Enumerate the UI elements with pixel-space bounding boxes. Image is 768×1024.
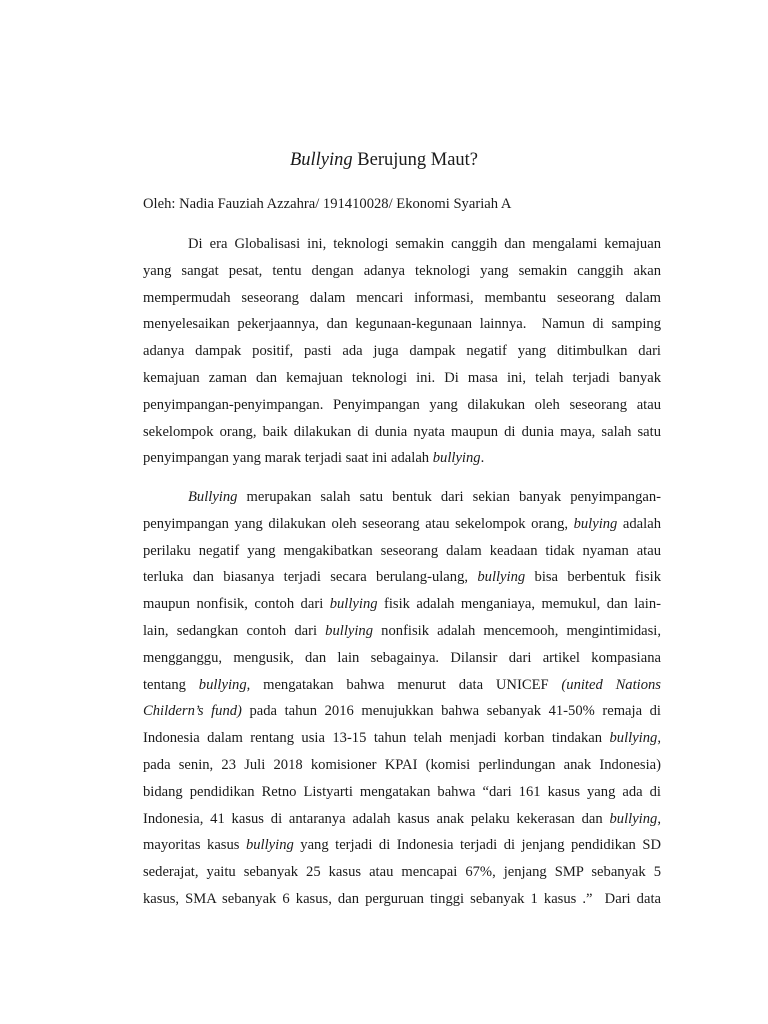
- document-title: [0, 147, 768, 173]
- text-line: [143, 591, 661, 618]
- paragraph-2: [143, 484, 661, 913]
- italic-text: bullying: [477, 569, 526, 586]
- title-rest: Berujung Maut?: [352, 150, 479, 170]
- italic-text: bullying: [245, 837, 294, 854]
- text-run: penyimpangan yang marak terjadi saat ini adalah: [143, 450, 433, 467]
- text-run: bidang pendidikan Retno Listyarti mengatakan bahwa “dari 161 kasus yang ada di: [143, 783, 661, 800]
- text-run: sekelompok orang, baik dilakukan di dunia nyata maupun di dunia maya, salah satu: [143, 423, 661, 440]
- text-run: .: [480, 450, 485, 467]
- text-line: [143, 806, 661, 833]
- text-line: [143, 698, 661, 725]
- text-line: [143, 752, 661, 779]
- text-run: lain, sedangkan contoh dari: [143, 622, 326, 639]
- italic-text: bullying: [609, 810, 658, 827]
- author-byline: Oleh: Nadia Fauziah Azzahra/ 191410028/ Ekonomi Syariah A: [143, 196, 512, 212]
- italic-text: bullying: [325, 622, 374, 639]
- italic-text: bullying: [329, 596, 378, 613]
- text-run: bisa berbentuk fisik: [525, 569, 661, 586]
- text-line: [143, 338, 661, 365]
- text-run: kasus, SMA sebanyak 6 kasus, dan perguruan tinggi sebanyak 1 kasus .” Dari data: [143, 890, 661, 907]
- text-run: adanya dampak positif, pasti ada juga dampak negatif yang ditimbulkan dari: [143, 343, 661, 360]
- text-line: [143, 285, 661, 312]
- text-run: terluka dan biasanya terjadi secara berulang-ulang,: [143, 569, 478, 586]
- text-line: [143, 779, 661, 806]
- text-run: merupakan salah satu bentuk dari sekian banyak penyimpangan-: [237, 489, 661, 505]
- text-run: ,: [657, 810, 661, 827]
- text-line: [143, 859, 661, 886]
- italic-text: bullying: [432, 450, 481, 467]
- text-run: mengganggu, mengusik, dan lain sebagainya. Dilansir dari artikel kompasiana: [143, 649, 661, 666]
- text-line: [143, 258, 661, 285]
- text-run: pada tahun 2016 menujukkan bahwa sebanyak 41-50% remaja di: [241, 703, 661, 720]
- text-run: Indonesia, 41 kasus di antaranya adalah kasus anak pelaku kekerasan dan: [143, 810, 610, 827]
- italic-text: bullying: [609, 730, 658, 747]
- text-line: [143, 725, 661, 752]
- text-run: menyelesaikan pekerjaannya, dan kegunaan-kegunaan lainnya. Namun di samping: [143, 316, 661, 333]
- text-run: fisik adalah menganiaya, memukul, dan lain-: [377, 596, 661, 613]
- text-run: mayoritas kasus: [143, 837, 246, 854]
- text-line: [143, 365, 661, 392]
- text-run: Di era Globalisasi ini, teknologi semakin canggih dan mengalami kemajuan: [188, 236, 661, 252]
- text-run: tentang: [143, 676, 199, 693]
- text-line: [143, 618, 661, 645]
- text-line: [143, 511, 661, 538]
- text-run: yang terjadi di Indonesia terjadi di jenjang pendidikan SD: [293, 837, 661, 854]
- paragraph-1: [143, 231, 661, 472]
- text-run: sederajat, yaitu sebanyak 25 kasus atau mencapai 67%, jenjang SMP sebanyak 5: [143, 864, 661, 881]
- text-run: kemajuan zaman dan kemajuan teknologi ini. Di masa ini, telah terjadi banyak: [143, 369, 661, 386]
- italic-text: (united Nations: [561, 676, 661, 693]
- text-run: nonfisik adalah mencemooh, mengintimidasi,: [373, 622, 661, 639]
- text-run: pada senin, 23 Juli 2018 komisioner KPAI (komisi perlindungan anak Indonesia): [143, 756, 661, 773]
- text-run: Indonesia dalam rentang usia 13-15 tahun telah menjadi korban tindakan: [143, 730, 610, 747]
- text-line: [143, 311, 661, 338]
- text-line: [143, 392, 661, 419]
- text-line: [143, 672, 661, 699]
- text-run: yang sangat pesat, tentu dengan adanya teknologi yang semakin canggih akan: [143, 262, 661, 279]
- text-line: [143, 564, 661, 591]
- text-run: maupun nonfisik, contoh dari: [143, 596, 330, 613]
- text-run: perilaku negatif yang mengakibatkan seseorang dalam keadaan tidak nyaman atau: [143, 542, 661, 559]
- text-line: [143, 231, 661, 258]
- text-run: ,: [657, 730, 661, 747]
- text-run: , mengatakan bahwa menurut data UNICEF: [246, 676, 562, 693]
- text-run: mempermudah seseorang dalam mencari informasi, membantu seseorang dalam: [143, 289, 661, 306]
- italic-text: bullying: [198, 676, 247, 693]
- text-line: [143, 538, 661, 565]
- title-italic-part: Bullying: [289, 150, 353, 170]
- text-run: penyimpangan yang dilakukan oleh seseorang atau sekelompok orang,: [143, 515, 574, 532]
- italic-text: bulying: [573, 515, 618, 532]
- text-line: [143, 886, 661, 913]
- text-run: adalah: [617, 515, 661, 532]
- text-line: [143, 484, 661, 511]
- text-line: [143, 419, 661, 446]
- text-run: penyimpangan-penyimpangan. Penyimpangan yang dilakukan oleh seseorang atau: [143, 396, 661, 413]
- italic-text: Bullying: [188, 489, 238, 505]
- italic-text: Childern’s fund): [143, 703, 242, 720]
- text-line: [143, 445, 661, 472]
- text-line: [143, 645, 661, 672]
- text-line: [143, 832, 661, 859]
